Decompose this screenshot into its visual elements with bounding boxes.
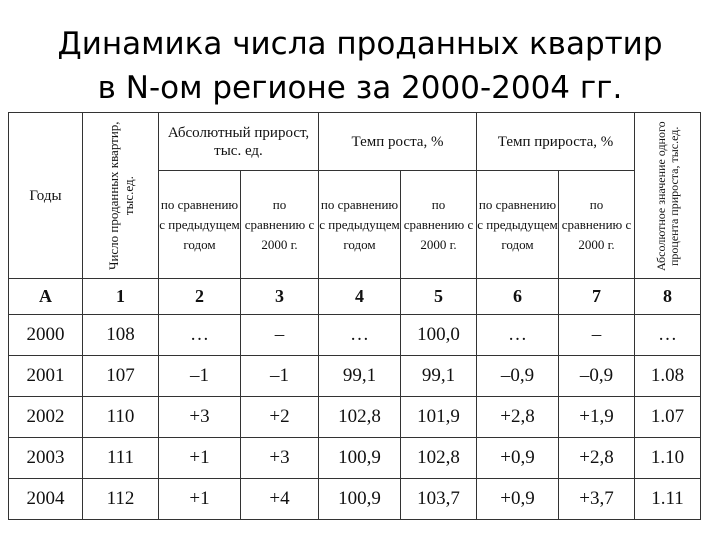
value-cell: +1,9 xyxy=(559,397,635,438)
column-index-cell: 2 xyxy=(159,279,241,315)
value-cell: … xyxy=(477,315,559,356)
value-cell: –0,9 xyxy=(477,356,559,397)
column-index-cell: 5 xyxy=(401,279,477,315)
value-cell: +2 xyxy=(241,397,319,438)
header-abs-vs-2000: по сравнению с 2000 г. xyxy=(241,171,319,279)
year-cell: 2002 xyxy=(9,397,83,438)
column-index-cell: 8 xyxy=(635,279,701,315)
value-cell: … xyxy=(159,315,241,356)
header-years: Годы xyxy=(9,113,83,279)
value-cell: – xyxy=(559,315,635,356)
column-index-cell: 4 xyxy=(319,279,401,315)
value-cell: +1 xyxy=(159,438,241,479)
value-cell: 108 xyxy=(83,315,159,356)
value-cell: 107 xyxy=(83,356,159,397)
value-cell: –0,9 xyxy=(559,356,635,397)
value-cell: 102,8 xyxy=(401,438,477,479)
year-cell: 2004 xyxy=(9,479,83,520)
value-cell: … xyxy=(319,315,401,356)
value-cell: 111 xyxy=(83,438,159,479)
value-cell: +2,8 xyxy=(559,438,635,479)
title-line-1: Динамика числа проданных квартир xyxy=(57,26,663,62)
title-line-2: в N-ом регионе за 2000-2004 гг. xyxy=(97,70,623,106)
value-cell: 101,9 xyxy=(401,397,477,438)
value-cell: +3 xyxy=(241,438,319,479)
header-increase-rate: Темп прироста, % xyxy=(477,113,635,171)
value-cell: … xyxy=(635,315,701,356)
value-cell: 102,8 xyxy=(319,397,401,438)
header-sold-text: Число проданных квартир, тыс.ед. xyxy=(105,121,136,270)
table-row xyxy=(9,397,701,438)
value-cell: –1 xyxy=(241,356,319,397)
value-cell: +3,7 xyxy=(559,479,635,520)
column-index-row xyxy=(9,279,701,315)
header-abs-vs-prev: по сравнению с предыдущем годом xyxy=(159,171,241,279)
table-row xyxy=(9,356,701,397)
header-growth-rate: Темп роста, % xyxy=(319,113,477,171)
value-cell: +4 xyxy=(241,479,319,520)
table-row xyxy=(9,438,701,479)
header-rate-vs-prev: по сравнению с предыдущем годом xyxy=(319,171,401,279)
value-cell: 110 xyxy=(83,397,159,438)
page-title xyxy=(0,22,720,110)
value-cell: +1 xyxy=(159,479,241,520)
value-cell: 99,1 xyxy=(401,356,477,397)
value-cell: +3 xyxy=(159,397,241,438)
value-cell: –1 xyxy=(159,356,241,397)
value-cell: 112 xyxy=(83,479,159,520)
value-cell: 99,1 xyxy=(319,356,401,397)
value-cell: +0,9 xyxy=(477,479,559,520)
table-row xyxy=(9,479,701,520)
header-abs-value-text: Абсолютное значение одного процента прироста, тыс.ед. xyxy=(653,120,681,271)
value-cell: +2,8 xyxy=(477,397,559,438)
value-cell: 1.08 xyxy=(635,356,701,397)
value-cell: 100,9 xyxy=(319,438,401,479)
data-table xyxy=(8,112,701,520)
header-rate-vs-2000: по сравнению с 2000 г. xyxy=(401,171,477,279)
value-cell: +0,9 xyxy=(477,438,559,479)
value-cell: 1.07 xyxy=(635,397,701,438)
header-abs-growth: Абсолютный прирост, тыс. ед. xyxy=(159,113,319,171)
column-index-cell: А xyxy=(9,279,83,315)
header-inc-vs-prev: по сравнению с предыдущем годом xyxy=(477,171,559,279)
table-row xyxy=(9,315,701,356)
column-index-cell: 1 xyxy=(83,279,159,315)
header-row-1 xyxy=(9,113,701,171)
value-cell: 103,7 xyxy=(401,479,477,520)
header-inc-vs-2000: по сравнению с 2000 г. xyxy=(559,171,635,279)
header-abs-value xyxy=(635,113,701,279)
year-cell: 2003 xyxy=(9,438,83,479)
value-cell: 1.11 xyxy=(635,479,701,520)
value-cell: 100,0 xyxy=(401,315,477,356)
column-index-cell: 6 xyxy=(477,279,559,315)
year-cell: 2001 xyxy=(9,356,83,397)
value-cell: 100,9 xyxy=(319,479,401,520)
table-body xyxy=(9,315,701,520)
column-index-cell: 3 xyxy=(241,279,319,315)
header-sold xyxy=(83,113,159,279)
value-cell: – xyxy=(241,315,319,356)
value-cell: 1.10 xyxy=(635,438,701,479)
year-cell: 2000 xyxy=(9,315,83,356)
column-index-cell: 7 xyxy=(559,279,635,315)
